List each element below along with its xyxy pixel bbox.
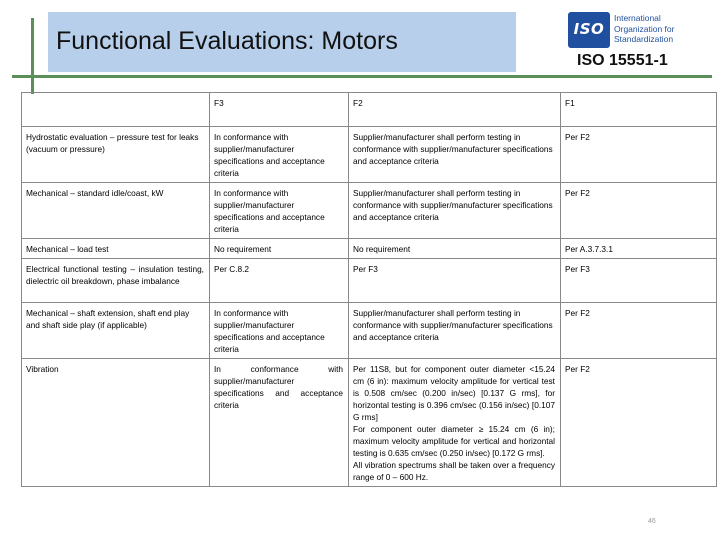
f1-cell: Per F2 (561, 303, 717, 359)
test-cell: Electrical functional testing – insulation testing, dielectric oil breakdown, phase imbalance (22, 259, 210, 303)
f3-cell: In conformance with supplier/manufacturer specifications and acceptance criteria (210, 359, 349, 487)
standard-number: ISO 15551-1 (577, 52, 668, 69)
iso-logo-glyph: ISO (573, 20, 605, 38)
header-cell: F3 (210, 93, 349, 127)
table-row (22, 359, 717, 487)
table-row (22, 239, 717, 259)
f1-cell: Per F2 (561, 183, 717, 239)
test-cell: Mechanical – load test (22, 239, 210, 259)
f3-cell: Per C.8.2 (210, 259, 349, 303)
vibration-line: All vibration spectrums shall be taken over a frequency range of 0 – 600 Hz. (353, 460, 555, 482)
f3-cell: In conformance with supplier/manufacturer specifications and acceptance criteria (210, 127, 349, 183)
iso-logo-text (614, 13, 686, 45)
f3-cell: In conformance with supplier/manufacturer specifications and acceptance criteria (210, 183, 349, 239)
iso-logo-mark (568, 12, 610, 48)
logo-line: International (614, 13, 661, 23)
table-row (22, 303, 717, 359)
f3-cell: In conformance with supplier/manufacturer specifications and acceptance criteria (210, 303, 349, 359)
f1-cell: Per A.3.7.3.1 (561, 239, 717, 259)
f2-cell: Supplier/manufacturer shall perform testing in conformance with supplier/manufacturer specifications and acceptance criteria (349, 183, 561, 239)
f2-cell: Supplier/manufacturer shall perform testing in conformance with supplier/manufacturer specifications and acceptance criteria (349, 303, 561, 359)
table-header-row (22, 93, 717, 127)
page-number: 46 (648, 518, 656, 525)
f1-cell: Per F2 (561, 127, 717, 183)
header-cell (22, 93, 210, 127)
vibration-line: For component outer diameter ≥ 15.24 cm (6 in); maximum velocity amplitude for vertical and horizontal testing is 0.635 cm/sec (0.250 in/sec) [0.172 G rms]. (353, 424, 555, 458)
f2-cell: Supplier/manufacturer shall perform testing in conformance with supplier/manufacturer specifications and acceptance criteria (349, 127, 561, 183)
table-row (22, 127, 717, 183)
f2-cell: No requirement (349, 239, 561, 259)
accent-vertical-line (31, 18, 34, 94)
logo-line: Organization for (614, 23, 675, 34)
f2-cell (349, 359, 561, 487)
test-cell: Mechanical – standard idle/coast, kW (22, 183, 210, 239)
f1-cell: Per F3 (561, 259, 717, 303)
iso-logo (568, 12, 688, 48)
test-cell: Vibration (22, 359, 210, 487)
header-cell: F2 (349, 93, 561, 127)
logo-line: Standardization (614, 34, 674, 44)
table-row (22, 183, 717, 239)
evaluation-table (21, 92, 717, 487)
test-cell: Hydrostatic evaluation – pressure test for leaks (vacuum or pressure) (22, 127, 210, 183)
slide-title: Functional Evaluations: Motors (56, 27, 398, 55)
header-cell: F1 (561, 93, 717, 127)
f1-cell: Per F2 (561, 359, 717, 487)
f3-cell: No requirement (210, 239, 349, 259)
accent-horizontal-line (12, 75, 712, 78)
table-row (22, 259, 717, 303)
f2-cell: Per F3 (349, 259, 561, 303)
vibration-line: Per 11S8, but for component outer diameter <15.24 cm (6 in): maximum velocity amplitude for vertical test is 0.508 cm/sec (0.200 in/sec) [0.137 G rms], for horizontal testing is 0.396 cm/sec (0.156 in/sec) [0.107 G rms] (353, 364, 555, 422)
test-cell: Mechanical – shaft extension, shaft end play and shaft side play (if applicable) (22, 303, 210, 359)
